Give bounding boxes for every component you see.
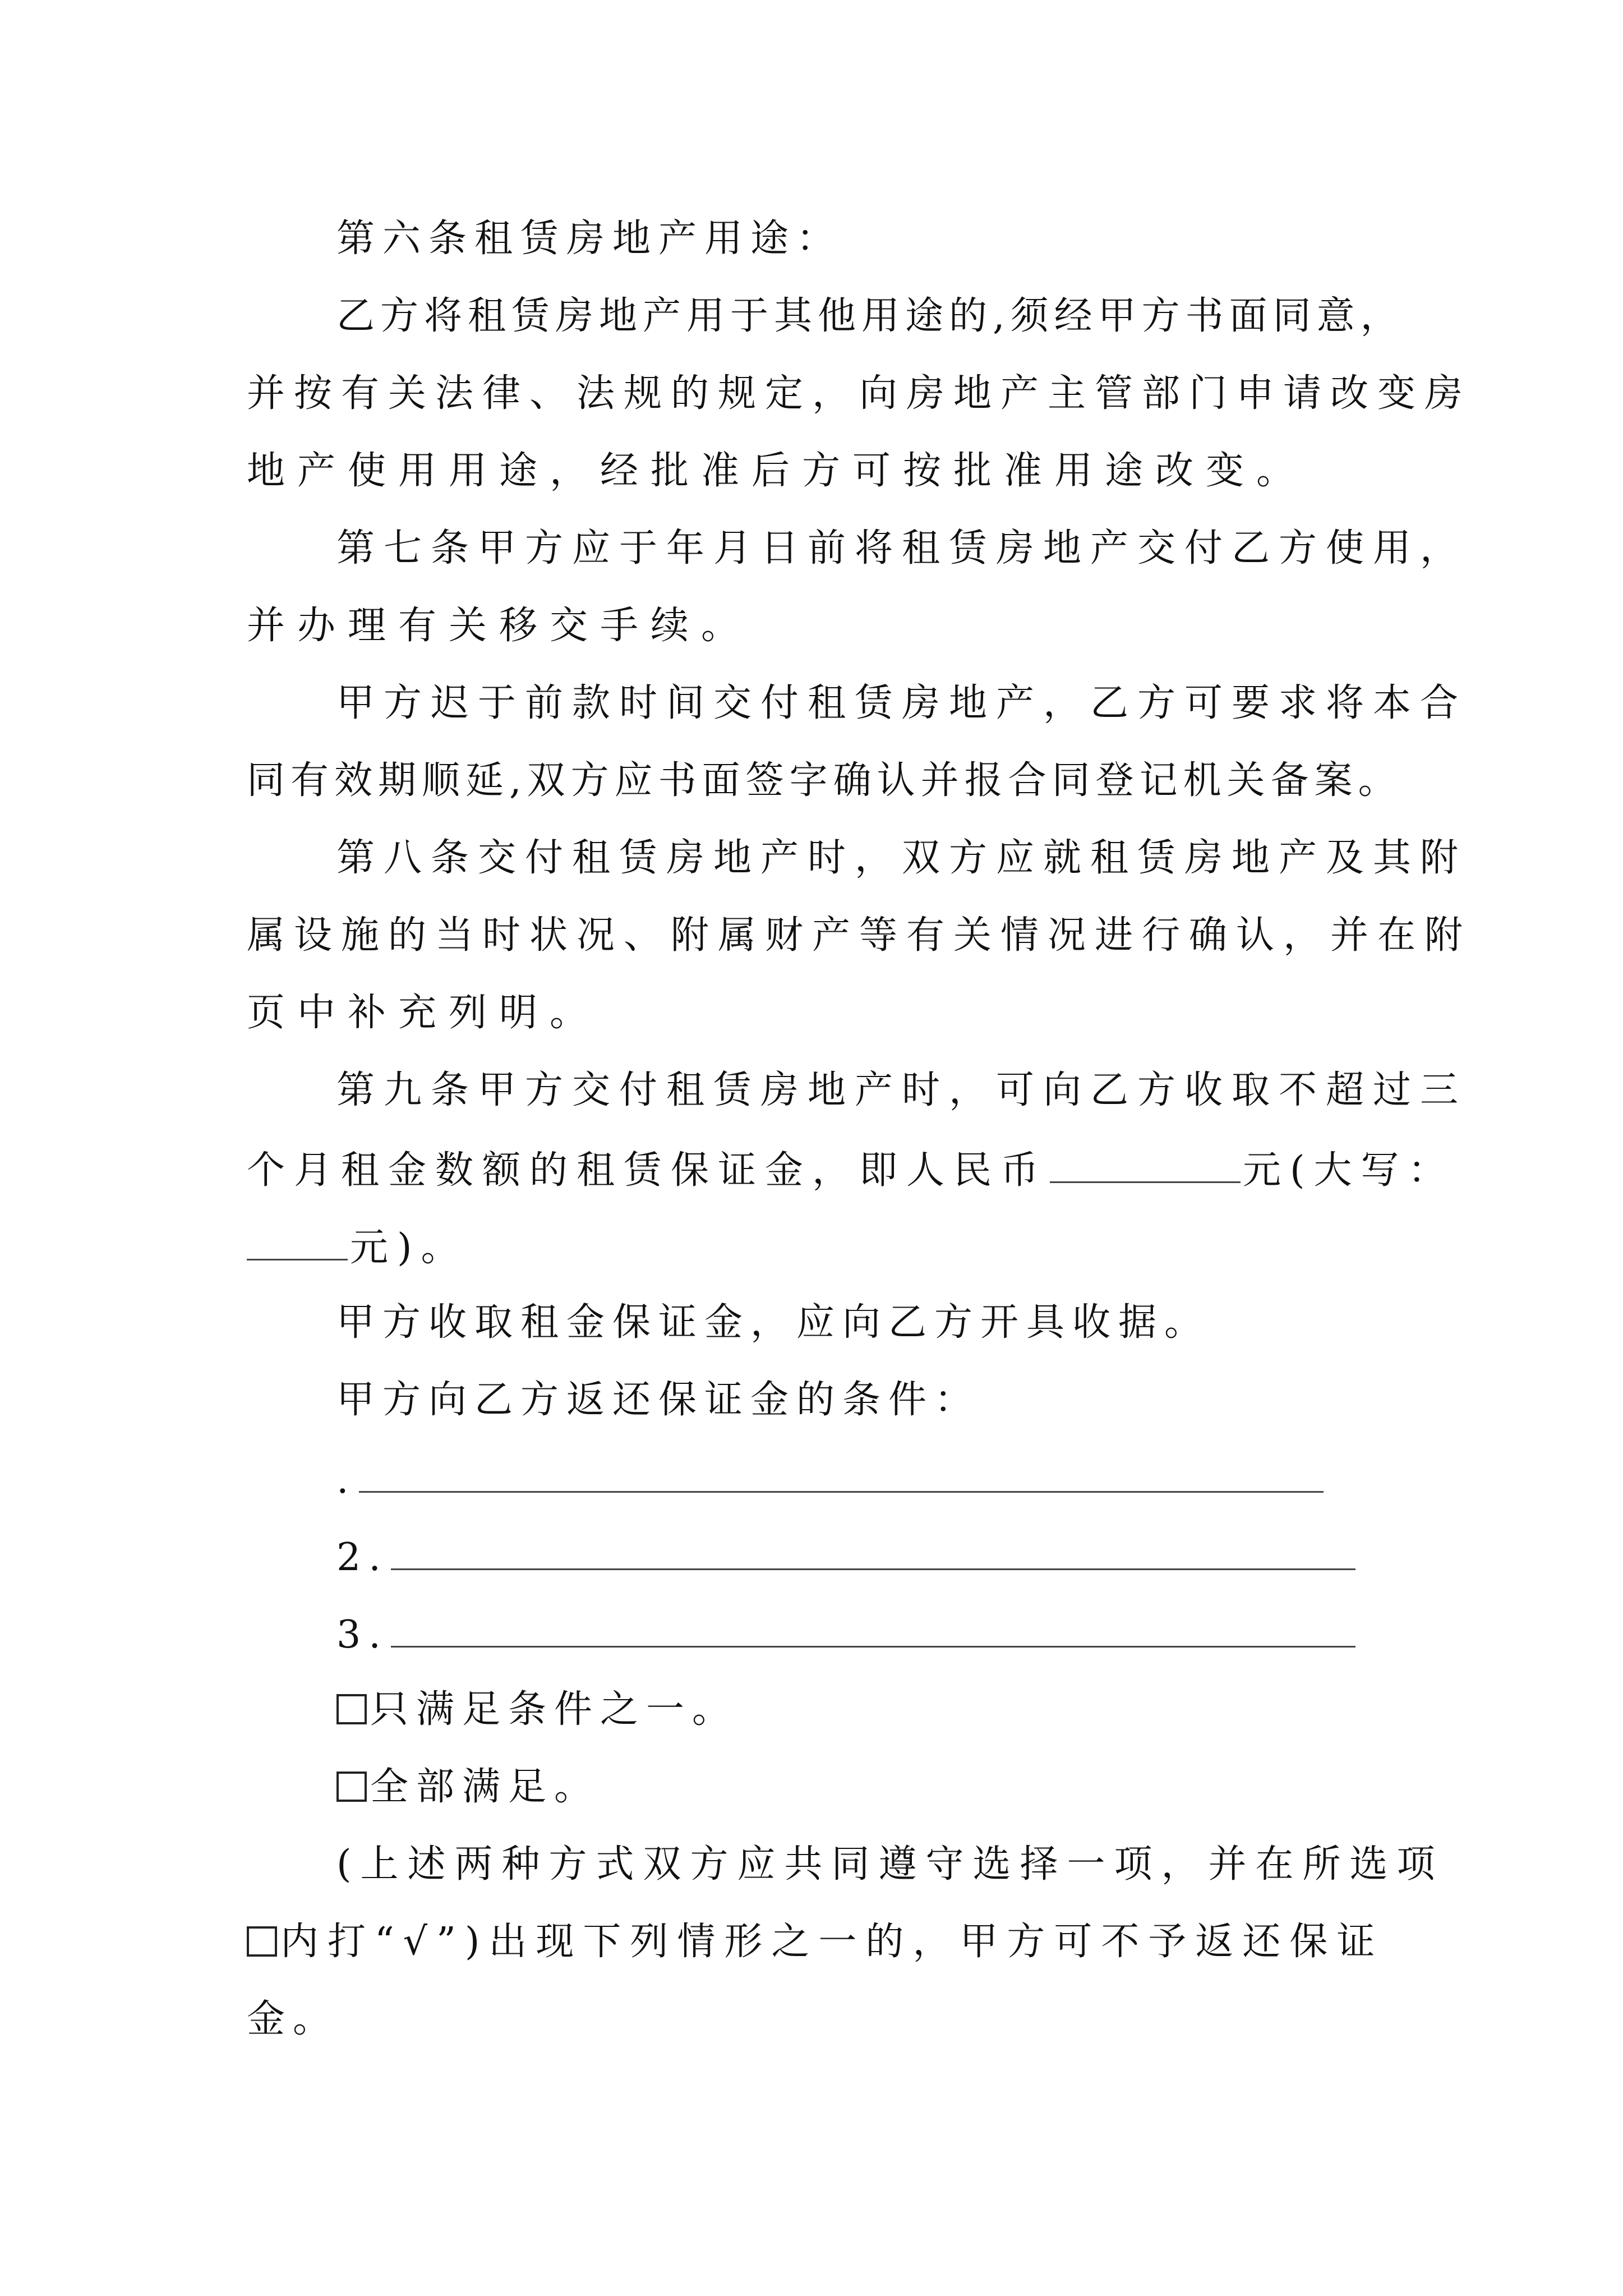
article-6-title: 第六条租赁房地产用途： (336, 217, 843, 261)
article-9-line-2 (247, 1148, 1455, 1193)
article-7-line-1: 第七条甲方应于年月日前将租赁房地产交付乙方使用， (336, 526, 1468, 570)
condition-2 (336, 1535, 1358, 1580)
article-9-line-2-tail: 元(大写： (1243, 1148, 1455, 1193)
option-all-conditions (336, 1765, 601, 1809)
article-9-line-2-text: 个月租金数额的租赁保证金，即人民币 (247, 1148, 1048, 1193)
article-9-line-3 (247, 1226, 468, 1270)
article-9-line-1: 第九条甲方交付租赁房地产时，可向乙方收取不超过三 (336, 1068, 1468, 1112)
note-line-2 (247, 1920, 1384, 1964)
option-one-condition (336, 1687, 739, 1732)
deposit-amount-blank[interactable] (1050, 1149, 1241, 1183)
article-6-line-2: 并按有关法律、法规的规定，向房地产主管部门申请改变房 (247, 371, 1472, 416)
option-all-conditions-label: 全部满足。 (370, 1765, 601, 1809)
article-8-line-3: 页中补充列明。 (247, 991, 601, 1035)
article-8-line-2: 属设施的当时状况、附属财产等有关情况进行确认，并在附 (247, 913, 1472, 958)
article-7-para-2-line-1: 甲方迟于前款时间交付租赁房地产，乙方可要求将本合 (336, 681, 1468, 725)
article-6-line-1: 乙方将租赁房地产用于其他用途的,须经甲方书面同意， (336, 294, 1404, 338)
note-line-2-text: 内打“√”)出现下列情形之一的，甲方可不予返还保证 (280, 1920, 1384, 1964)
option-one-condition-label: 只满足条件之一。 (370, 1687, 739, 1732)
condition-1-number: . (336, 1458, 357, 1502)
condition-3 (336, 1613, 1358, 1657)
article-9-para-2: 甲方收取租金保证金，应向乙方开具收据。 (336, 1300, 1211, 1345)
condition-2-number: 2. (336, 1535, 389, 1580)
article-6-line-3: 地产使用用途，经批准后方可按批准用途改变。 (247, 449, 1307, 493)
deposit-amount-words-blank[interactable] (247, 1226, 348, 1260)
condition-1 (336, 1458, 1326, 1502)
checkbox-all-conditions[interactable] (336, 1772, 367, 1802)
note-line-1: (上述两种方式双方应共同遵守选择一项，并在所选项 (336, 1842, 1444, 1887)
article-9-line-3-tail: 元)。 (350, 1226, 468, 1270)
article-7-line-2: 并办理有关移交手续。 (247, 604, 752, 648)
note-line-3: 金。 (247, 1997, 339, 2041)
condition-3-blank[interactable] (391, 1613, 1355, 1648)
condition-1-blank[interactable] (359, 1458, 1324, 1493)
article-7-para-2-line-2: 同有效期顺延,双方应书面签字确认并报合同登记机关备案。 (247, 758, 1402, 803)
checkbox-symbol (247, 1926, 277, 1957)
article-9-para-3: 甲方向乙方返还保证金的条件： (336, 1378, 981, 1422)
checkbox-one-condition[interactable] (336, 1694, 367, 1724)
article-8-line-1: 第八条交付租赁房地产时，双方应就租赁房地产及其附 (336, 836, 1468, 880)
condition-2-blank[interactable] (391, 1536, 1355, 1570)
condition-3-number: 3. (336, 1613, 389, 1657)
